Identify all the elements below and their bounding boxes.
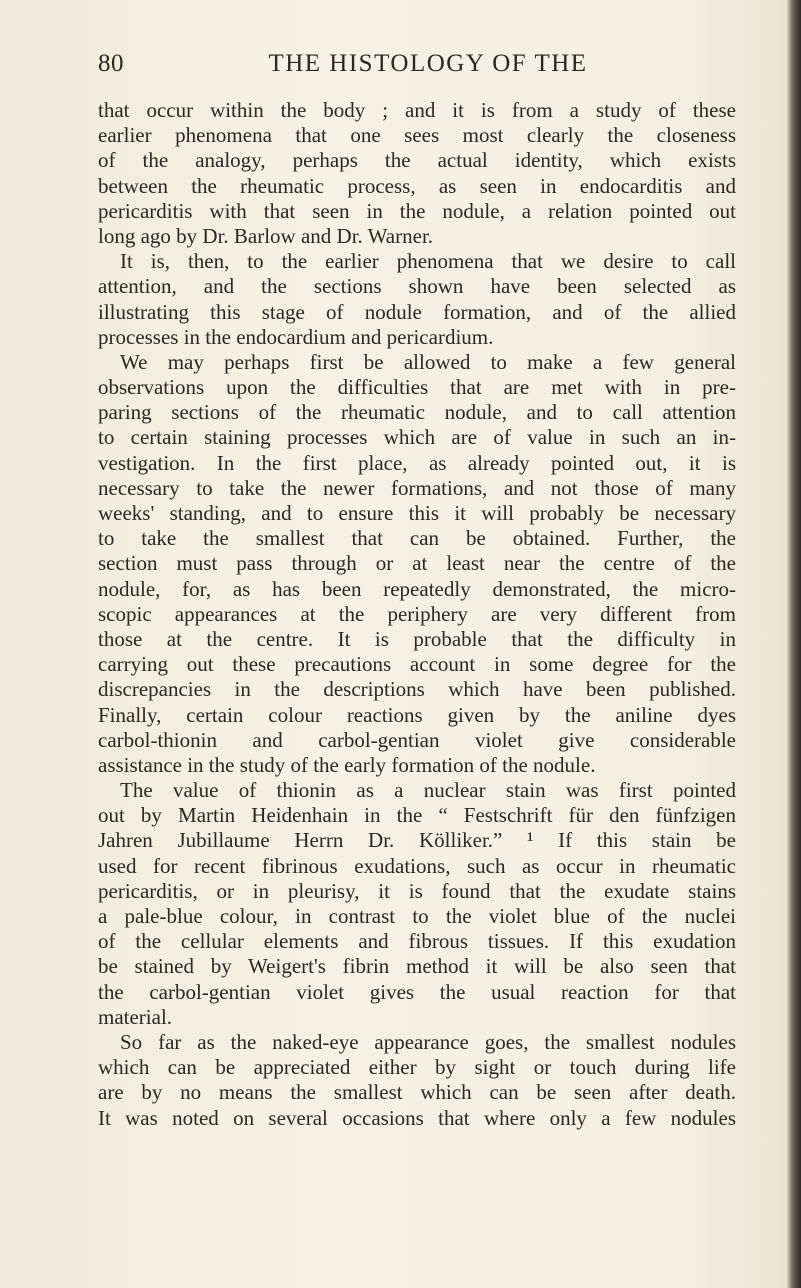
- page-edge-shadow: [787, 0, 801, 1288]
- text-line: observations upon the difficulties that are met with in pre-: [98, 375, 736, 400]
- text-line: are by no means the smallest which can be seen after death.: [98, 1080, 736, 1105]
- text-line: scopic appearances at the periphery are very different from: [98, 601, 736, 626]
- running-head: THE HISTOLOGY OF THE: [268, 50, 588, 77]
- text-line: processes in the endocardium and pericardium.: [98, 324, 494, 349]
- text-line: carbol-thionin and carbol-gentian violet give considerable: [98, 727, 736, 752]
- page-number: 80: [98, 50, 124, 77]
- text-line: weeks' standing, and to ensure this it will probably be necessary: [98, 501, 736, 525]
- text-line: carrying out these precautions account in some degree for the: [98, 652, 736, 677]
- text-line: necessary to take the newer formations, and not those of many: [98, 475, 736, 500]
- text-line: material.: [98, 1004, 173, 1029]
- text-line: It was noted on several occasions that where only a few nodules: [98, 1105, 736, 1130]
- text-line: long ago by Dr. Barlow and Dr. Warner.: [98, 223, 434, 248]
- text-line: a pale-blue colour, in contrast to the violet blue of the nuclei: [98, 904, 736, 928]
- text-line: Jahren Jubillaume Herrn Dr. Kölliker.” ¹ If this stain be: [98, 828, 736, 853]
- text-line: which can be appreciated either by sight or touch during life: [98, 1055, 736, 1080]
- text-line: assistance in the study of the early formation of the nodule.: [98, 752, 596, 777]
- text-line: paring sections of the rheumatic nodule, and to call attention: [98, 400, 736, 425]
- text-line: between the rheumatic process, as seen in endocarditis and: [98, 173, 736, 198]
- text-line: that occur within the body ; and it is from a study of these: [98, 98, 736, 122]
- text-line: So far as the naked-eye appearance goes, the smallest nodules: [120, 1029, 736, 1054]
- page-header: [98, 50, 738, 84]
- text-line: discrepancies in the descriptions which have been published.: [98, 677, 736, 702]
- text-line: earlier phenomena that one sees most clearly the closeness: [98, 123, 736, 148]
- text-line: We may perhaps first be allowed to make a few general: [120, 349, 736, 374]
- text-line: Finally, certain colour reactions given by the aniline dyes: [98, 702, 736, 727]
- text-line: used for recent fibrinous exudations, such as occur in rheumatic: [98, 853, 736, 878]
- body-text: [98, 98, 736, 1131]
- text-line: those at the centre. It is probable that the difficulty in: [98, 626, 736, 651]
- text-line: out by Martin Heidenhain in the “ Festschrift für den fünfzigen: [98, 803, 736, 828]
- text-line: to certain staining processes which are of value in such an in-: [98, 425, 736, 450]
- text-line: illustrating this stage of nodule formation, and of the allied: [98, 299, 736, 324]
- text-line: of the cellular elements and fibrous tissues. If this exudation: [98, 929, 736, 954]
- text-line: vestigation. In the first place, as already pointed out, it is: [98, 450, 736, 475]
- text-line: of the analogy, perhaps the actual identity, which exists: [98, 148, 736, 173]
- text-line: pericarditis, or in pleurisy, it is found that the exudate stains: [98, 878, 736, 903]
- text-line: section must pass through or at least near the centre of the: [98, 551, 736, 576]
- text-line: be stained by Weigert's fibrin method it will be also seen that: [98, 954, 736, 979]
- text-line: to take the smallest that can be obtained. Further, the: [98, 526, 736, 551]
- text-line: It is, then, to the earlier phenomena that we desire to call: [120, 249, 736, 274]
- text-line: attention, and the sections shown have been selected as: [98, 274, 736, 299]
- text-line: The value of thionin as a nuclear stain was first pointed: [120, 778, 736, 803]
- text-line: the carbol-gentian violet gives the usual reaction for that: [98, 979, 736, 1004]
- text-line: nodule, for, as has been repeatedly demonstrated, the micro-: [98, 576, 736, 601]
- text-line: pericarditis with that seen in the nodule, a relation pointed out: [98, 198, 736, 223]
